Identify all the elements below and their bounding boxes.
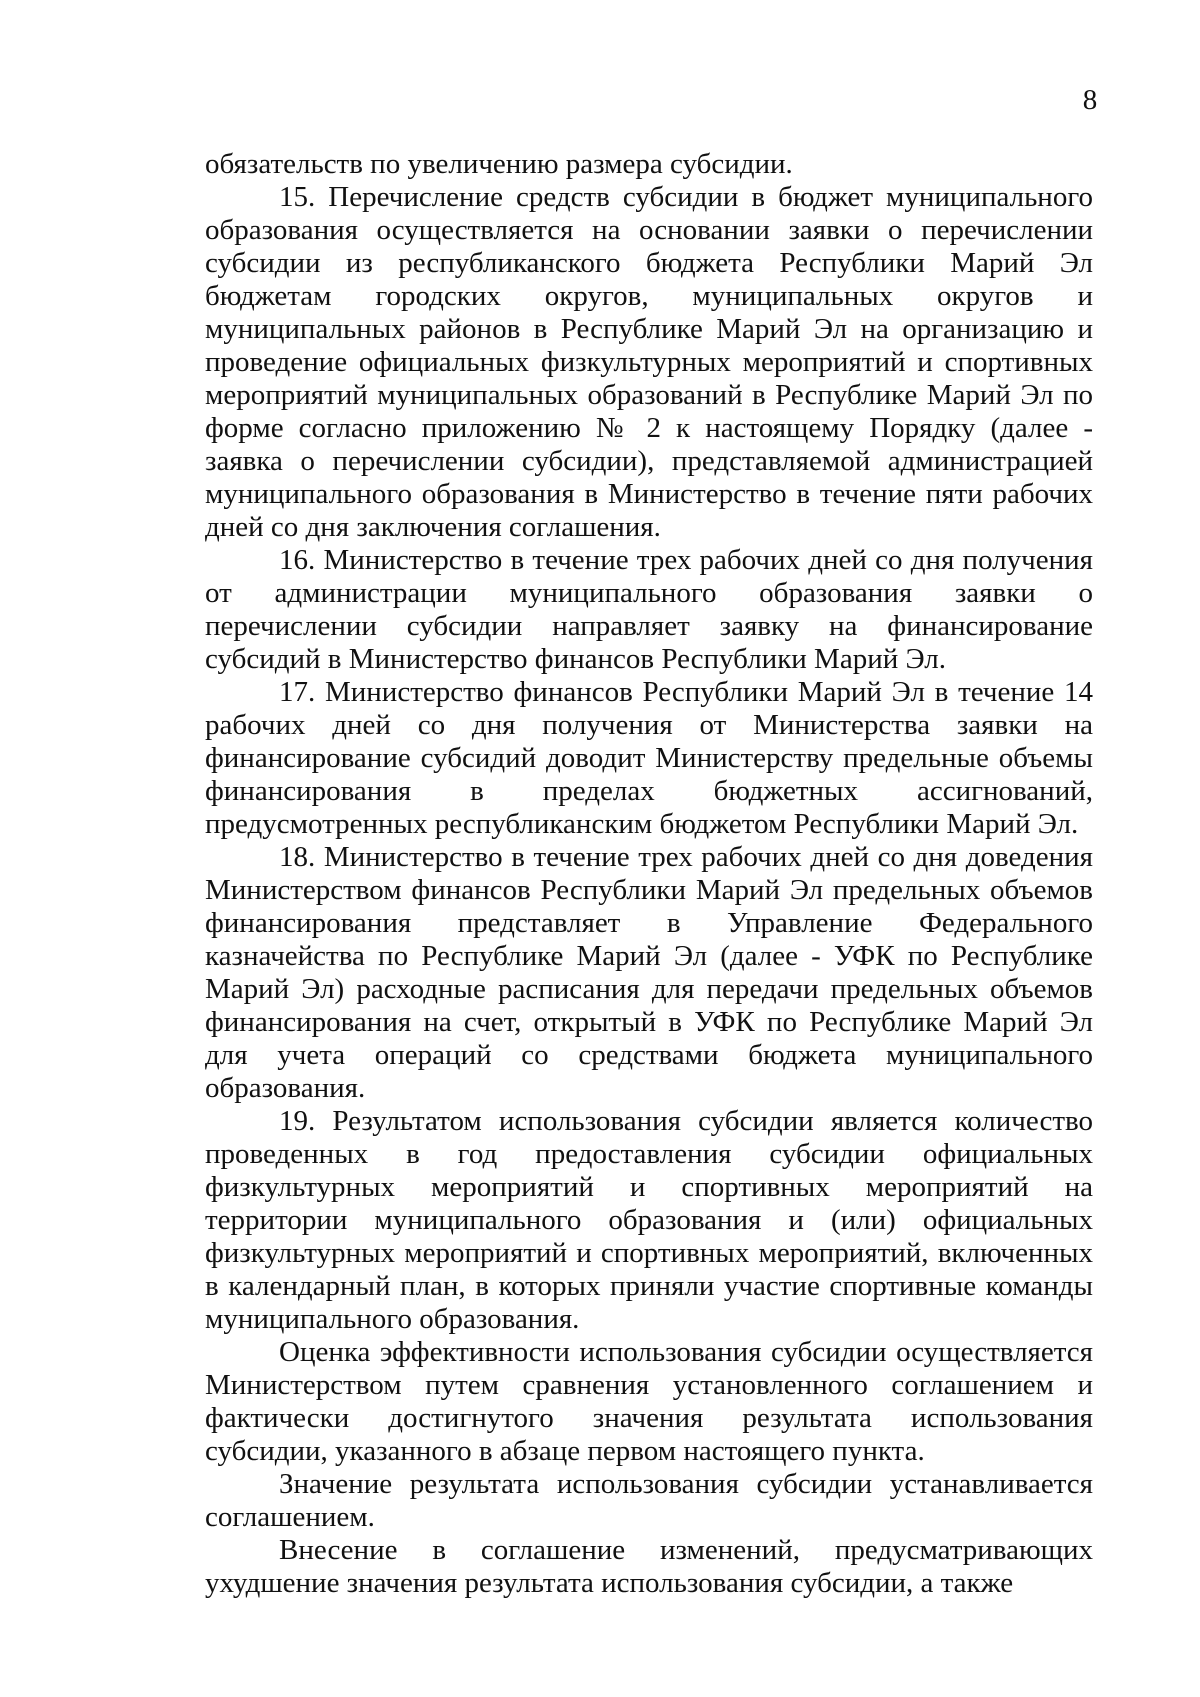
document-body (205, 148, 1093, 1600)
paragraph-item-18: 18. Министерство в течение трех рабочих дней со дня доведения Министерством финансов Республики Марий Эл предельных объемов финансирования представляет в Управление Федерального казначейства по Республике Марий Эл (далее - УФК по Республике Марий Эл) расходные расписания для передачи предельных объемов финансирования на счет, открытый в УФК по Республике Марий Эл для учета операций со средствами бюджета муниципального образования. (205, 841, 1093, 1104)
paragraph-item-17: 17. Министерство финансов Республики Марий Эл в течение 14 рабочих дней со дня получения от Министерства заявки на финансирование субсидий доводит Министерству предельные объемы финансирования в пределах бюджетных ассигнований, предусмотренных республиканским бюджетом Республики Марий Эл. (205, 676, 1093, 840)
paragraph-continuation: обязательств по увеличению размера субсидии. (205, 148, 793, 180)
page-number: 8 (1082, 84, 1098, 116)
paragraph-efficiency-assessment: Оценка эффективности использования субсидии осуществляется Министерством путем сравнения установленного соглашением и фактически достигнутого значения результата использования субсидии, указанного в абзаце первом настоящего пункта. (205, 1336, 1093, 1467)
paragraph-item-19: 19. Результатом использования субсидии является количество проведенных в год предоставления субсидии официальных физкультурных мероприятий и спортивных мероприятий на территории муниципального образования и (или) официальных физкультурных мероприятий и спортивных мероприятий, включенных в календарный план, в которых приняли участие спортивные команды муниципального образования. (205, 1105, 1093, 1335)
paragraph-item-16: 16. Министерство в течение трех рабочих дней со дня получения от администрации муниципального образования заявки о перечислении субсидии направляет заявку на финансирование субсидий в Министерство финансов Республики Марий Эл. (205, 544, 1093, 675)
paragraph-amendments: Внесение в соглашение изменений, предусматривающих ухудшение значения результата использования субсидии, а также (205, 1534, 1093, 1599)
paragraph-item-15: 15. Перечисление средств субсидии в бюджет муниципального образования осуществляется на основании заявки о перечислении субсидии из республиканского бюджета Республики Марий Эл бюджетам городских округов, муниципальных округов и муниципальных районов в Республике Марий Эл на организацию и проведение официальных физкультурных мероприятий и спортивных мероприятий муниципальных образований в Республике Марий Эл по форме согласно приложению № 2 к настоящему Порядку (далее - заявка о перечислении субсидии), представляемой администрацией муниципального образования в Министерство в течение пяти рабочих дней со дня заключения соглашения. (205, 181, 1093, 543)
paragraph-result-value: Значение результата использования субсидии устанавливается соглашением. (205, 1468, 1093, 1533)
